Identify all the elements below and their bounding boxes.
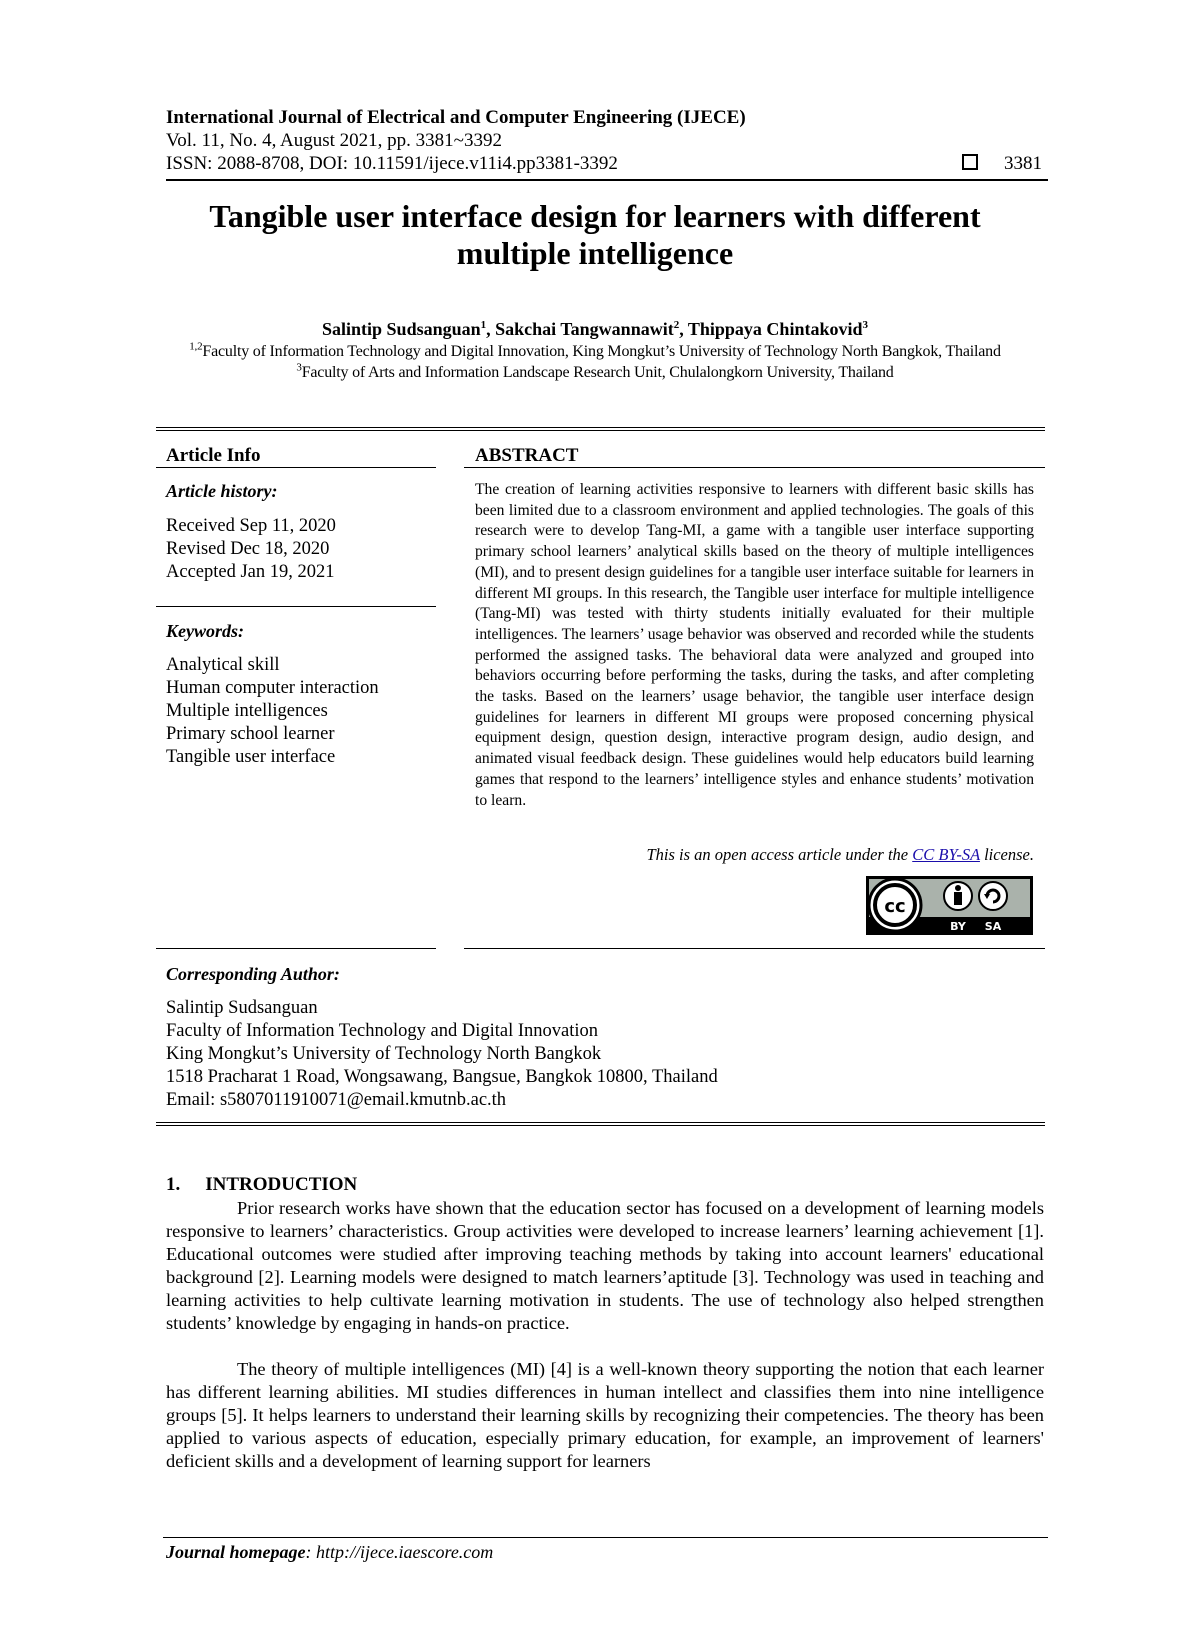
license-line (475, 845, 1034, 865)
title-line-1: Tangible user interface design for learners with different (209, 198, 981, 234)
affiliation-text: Faculty of Information Technology and Digital Innovation, King Mongkut’s University of Technology North Bangkok, Thailand (202, 343, 1001, 360)
right-bottom-rule (464, 948, 1045, 949)
author-name: Thippaya Chintakovid (687, 319, 863, 339)
corresponding-faculty: Faculty of Information Technology and Digital Innovation (166, 1021, 598, 1041)
title-line-2: multiple intelligence (456, 235, 734, 271)
affiliation (0, 340, 1190, 361)
section-heading (166, 1174, 357, 1196)
left-bottom-rule (156, 948, 436, 949)
intro-paragraph-1: Prior research works have shown that the education sector has focused on a development of learning models responsive to learners’ characteristics. Group activities were developed to increase learners’ learning achievement [1]. Educational outcomes were studied after improving teaching methods by taking into account learners' educational background [2]. Learning models were designed to match learners’aptitude [3]. Technology was used in teaching and learning activities to help cultivate learning motivation in students. The use of technology also helped strengthen students’ knowledge by engaging in hands-on practice. (166, 1198, 1044, 1333)
article-info-rule (156, 467, 436, 468)
cc-by-sa-badge-icon[interactable] (866, 876, 1033, 935)
abstract-heading: ABSTRACT (475, 445, 579, 466)
journal-homepage (166, 1542, 493, 1563)
keyword-item: Analytical skill (166, 655, 280, 675)
page-number: 3381 (1004, 153, 1042, 174)
keyword-item: Multiple intelligences (166, 701, 328, 721)
info-bottom-rule (156, 1122, 1045, 1126)
author-name: Sakchai Tangwannawit (495, 319, 674, 339)
keyword-item: Tangible user interface (166, 747, 336, 767)
intro-paragraph-2: The theory of multiple intelligences (MI) [4] is a well-known theory supporting the notion that each learner has different learning abilities. MI studies differences in human intellect and classifies them into nine intelligence groups [5]. It helps learners to understand their learning skills by recognizing their competencies. The theory has been applied to various aspects of education, especially primary education, for example, an improvement of learners' deficient skills and a development of learning support for learners (166, 1359, 1044, 1471)
keyword-list (166, 654, 379, 769)
author-sup: 2 (673, 319, 680, 331)
checkbox-icon (962, 154, 978, 174)
info-top-rule (156, 427, 1045, 431)
affiliation-text: Faculty of Arts and Information Landscape Research Unit, Chulalongkorn University, Thailand (301, 364, 894, 381)
corresponding-label: Corresponding Author: (166, 964, 340, 984)
author-name: Salintip Sudsanguan (322, 319, 481, 339)
author-sup: 3 (862, 319, 868, 331)
history-rule (156, 606, 436, 607)
abstract-text: The creation of learning activities responsive to learners with different basic skills has been limited due to a classroom environment and applied technologies. The goals of this research were to develop Tang-MI, a game with a tangible user interface supporting primary school learners’ analytical skills based on the theory of multiple intelligences (MI), and to present design guidelines for a tangible user interface suitable for learners in different MI groups. In this research, the Tangible user interface for multiple intelligence (Tang-MI) was tested with thirty students initially evaluated for their multiple intelligences. The learners’ usage behavior was observed and recorded while the students performed the assigned tasks. The behavioral data were analyzed and grouped into behaviors occurring before performing the tasks, during the tasks, and after completing the tasks. Based on the learners’ usage behavior, the tangible user interface design guidelines for learners in different MI groups were proposed concerning physical equipment design, question design, interactive program design, audio design, and animated visual feedback design. These guidelines would help educators build learning games that respond to the learners’ intelligence styles and enhance students’ motivation to learn. (475, 481, 1034, 809)
issn-line: ISSN: 2088-8708, DOI: 10.11591/ijece.v11i4.pp3381-3392 (166, 153, 618, 174)
homepage-label: Journal homepage (166, 1542, 306, 1562)
volume-line: Vol. 11, No. 4, August 2021, pp. 3381~3392 (166, 130, 502, 151)
license-suffix: license. (984, 845, 1034, 864)
article-history (166, 515, 336, 584)
article-info-heading: Article Info (166, 445, 261, 466)
revised-date: Revised Dec 18, 2020 (166, 539, 330, 559)
by-badge-text: BY (950, 920, 966, 933)
corresponding-address: 1518 Pracharat 1 Road, Wongsawang, Bangsue, Bangkok 10800, Thailand (166, 1067, 718, 1087)
affiliation-sup: 1,2 (189, 340, 203, 353)
keyword-item: Primary school learner (166, 724, 335, 744)
journal-name: International Journal of Electrical and Computer Engineering (IJECE) (166, 107, 746, 128)
affiliation-sup: 3 (296, 361, 302, 374)
sa-badge-text: SA (984, 920, 1002, 933)
abstract-rule (464, 467, 1045, 468)
keywords-label: Keywords: (166, 621, 244, 641)
license-prefix: This is an open access article under the (646, 845, 909, 864)
cc-badge-text: cc (884, 896, 906, 917)
received-date: Received Sep 11, 2020 (166, 516, 336, 536)
keyword-item: Human computer interaction (166, 678, 379, 698)
affiliation (0, 361, 1190, 382)
accepted-date: Accepted Jan 19, 2021 (166, 562, 335, 582)
author-sup: 1 (480, 319, 487, 331)
header-rule (166, 179, 1048, 181)
corresponding-name: Salintip Sudsanguan (166, 998, 318, 1018)
section-number: 1. (166, 1174, 181, 1195)
corresponding-details (166, 997, 718, 1112)
footer-rule (163, 1537, 1048, 1538)
homepage-url[interactable]: : http://ijece.iaescore.com (305, 1542, 494, 1562)
paper-title (120, 198, 1070, 272)
corresponding-email: Email: s5807011910071@email.kmutnb.ac.th (166, 1090, 507, 1110)
cc-by-sa-link[interactable]: CC BY-SA (912, 845, 980, 864)
article-history-label: Article history: (166, 481, 278, 501)
author-list: Salintip Sudsanguan$^1$, Sakchai Tangwannawit$^2$, Thippaya Chintakovid$^3$ (322, 319, 868, 339)
corresponding-university: King Mongkut’s University of Technology North Bangkok (166, 1044, 602, 1064)
section-title: INTRODUCTION (205, 1174, 358, 1195)
